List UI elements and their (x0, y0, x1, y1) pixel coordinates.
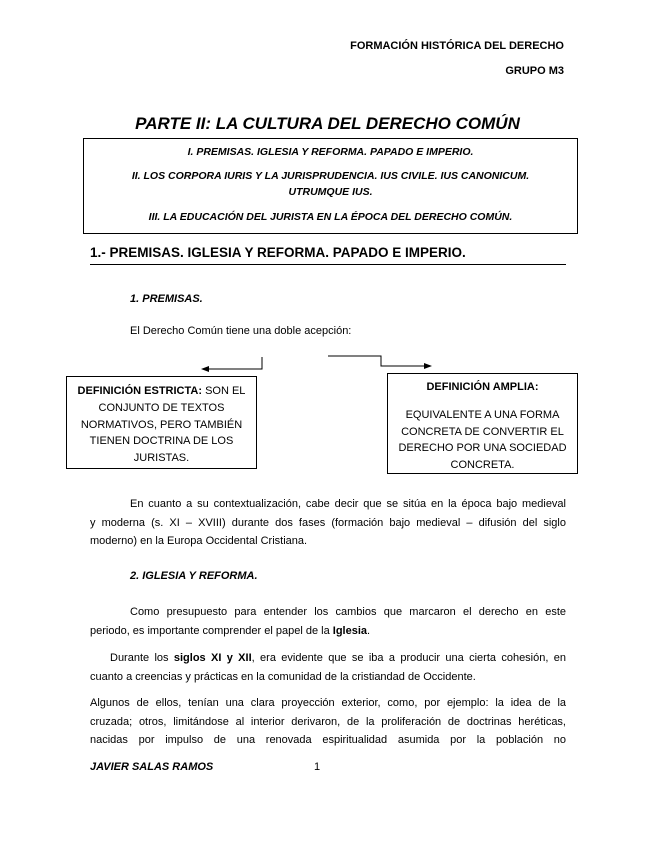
group-header: GRUPO M3 (505, 65, 564, 77)
page-number: 1 (314, 761, 321, 773)
course-header: FORMACIÓN HISTÓRICA DEL DERECHO (350, 40, 564, 52)
strict-definition-text-3: NORMATIVOS, PERO TAMBIÉN (80, 418, 243, 431)
intro-text: El Derecho Común tiene una doble acepción: (130, 325, 352, 337)
subsection-premisas: 1. PREMISAS. (130, 293, 203, 305)
strict-definition-text-2: CONJUNTO DE TEXTOS (98, 401, 225, 414)
section-heading: 1.- PREMISAS. IGLESIA Y REFORMA. PAPADO E IMPERIO. (90, 245, 466, 260)
toc-item-2-cont: UTRUMQUE IUS. (288, 186, 373, 198)
context-paragraph (90, 495, 566, 551)
footer-author: JAVIER SALAS RAMOS (90, 761, 214, 773)
broad-definition-text-1: EQUIVALENTE A UNA FORMA (405, 408, 560, 421)
church-line-1: Como presupuesto para entender los cambios que marcaron el derecho en este (130, 606, 566, 618)
strict-definition-label: DEFINICIÓN ESTRICTA: (77, 385, 203, 397)
toc-item-2: II. LOS CORPORA IURIS Y LA JURISPRUDENCIA. IUS CIVILE. IUS CANONICUM. (131, 170, 530, 182)
left-connector-line (207, 357, 262, 369)
heresy-line-3: nacidas por impulso de una renovada espiritualidad asumida por la población no (90, 734, 566, 746)
broad-definition-text-2: CONCRETA DE CONVERTIR EL (401, 425, 564, 438)
strict-definition-text-4: TIENEN DOCTRINA DE LOS (89, 435, 234, 448)
centuries-emphasis: siglos XI y XII (173, 652, 252, 664)
left-arrow-head (201, 366, 209, 372)
church-line-2 (90, 622, 566, 641)
context-line-2: y moderna (s. XI – XVIII) durante dos fases (formación bajo medieval – difusión del siglo (90, 516, 566, 529)
church-paragraph (90, 603, 566, 640)
centuries-line-1-start: Durante los (110, 652, 174, 664)
page-title: PARTE II: LA CULTURA DEL DERECHO COMÚN (135, 114, 520, 133)
right-connector-line (328, 356, 426, 366)
church-emphasis: Iglesia (332, 624, 368, 637)
subsection-iglesia-reforma: 2. IGLESIA Y REFORMA. (130, 570, 258, 582)
toc-item-1: I. PREMISAS. IGLESIA Y REFORMA. PAPADO E IMPERIO. (187, 146, 474, 158)
church-line-2-text: periodo, es importante comprender el papel de la (90, 624, 333, 637)
centuries-line-2: cuanto a creencias y prácticas en la comunidad de la cristiandad de Occidente. (90, 670, 476, 683)
context-line-1: En cuanto a su contextualización, cabe decir que se sitúa en la época bajo medieval (130, 498, 566, 510)
strict-definition-text-1: SON EL (205, 385, 246, 397)
strict-definition-text-5: JURISTAS. (133, 452, 190, 465)
broad-definition-text-3: DERECHO POR UNA SOCIEDAD (398, 442, 567, 455)
centuries-line-1 (90, 649, 566, 668)
toc-item-3: III. LA EDUCACIÓN DEL JURISTA EN LA ÉPOCA DEL DERECHO COMÚN. (148, 211, 513, 223)
heresy-line-2: cruzada; otros, limitándose al interior derivaron, de la proliferación de doctrinas heréticas, (90, 715, 566, 728)
broad-definition-label: DEFINICIÓN AMPLIA: (426, 381, 539, 393)
right-arrow-head (424, 363, 432, 369)
heresy-line-1: Algunos de ellos, tenían una clara proyección exterior, como, por ejemplo: la idea de la (90, 697, 566, 709)
church-line-2-end: . (367, 624, 371, 637)
centuries-paragraph (90, 649, 566, 686)
context-line-3: moderno) en la Europa Occidental Cristiana. (90, 535, 308, 547)
centuries-line-1-end: , era evidente que se iba a producir una cierta cohesión, en (251, 652, 566, 664)
broad-definition-text-4: CONCRETA. (450, 459, 515, 472)
strict-definition-box (66, 376, 257, 469)
heresy-paragraph (90, 694, 566, 750)
broad-definition-box (387, 373, 578, 474)
